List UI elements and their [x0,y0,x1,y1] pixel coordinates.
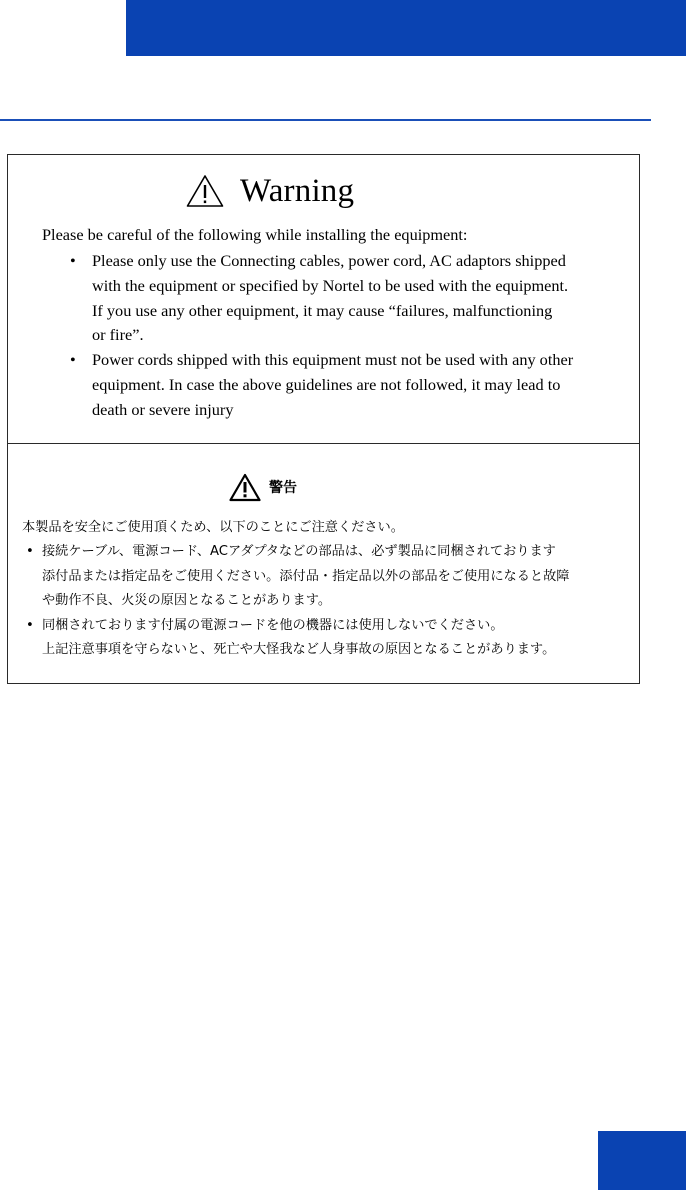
list-item-line: 同梱されております付属の電源コードを他の機器には使用しないでください。 [42,617,504,633]
list-item-line: death or severe injury [92,399,234,419]
list-item [8,249,573,348]
warning-notice-box [7,154,640,684]
list-item-line: Please only use the Connecting cables, power cord, AC adaptors shipped [92,251,566,270]
list-item [8,540,570,614]
header-banner [126,0,686,56]
list-item-line: with the equipment or specified by Nortel to be used with the equipment. [92,275,569,295]
list-item-line: or fire”. [92,325,144,345]
english-intro-text: Please be careful of the following while installing the equipment: [42,225,468,244]
english-warning-title: Warning [240,172,355,209]
japanese-warning-heading [229,472,297,502]
bullet-mark: • [26,617,34,633]
japanese-intro-text: 本製品を安全にご使用頂くため、以下のことにご注意ください。 [22,520,404,535]
bullet-mark: • [70,350,76,370]
warning-triangle-icon [186,174,224,208]
list-item-line: 接続ケーブル、電源コード、ACアダプタなどの部品は、必ず製品に同梱されております [42,544,556,559]
list-item-line: 上記注意事項を守らないと、死亡や大怪我など人身事故の原因となることがあります。 [42,642,556,657]
page-number-tab [598,1131,686,1190]
list-item-line: Power cords shipped with this equipment must not be used with any other [92,350,574,370]
list-item-line: 添付品または指定品をご使用ください。添付品・指定品以外の部品をご使用になると故障 [42,568,570,584]
list-item-line: equipment. In case the above guidelines are not followed, it may lead to [92,374,561,394]
english-warning-list [8,249,573,423]
warning-triangle-icon [229,473,261,502]
english-warning-section [8,155,639,444]
english-warning-heading [186,169,354,213]
list-item [8,348,573,422]
japanese-warning-section [8,444,639,683]
header-divider [0,119,651,121]
japanese-warning-list [8,540,570,663]
japanese-warning-title: 警告 [269,480,297,496]
list-item-line: や動作不良、火災の原因となることがあります。 [42,593,332,608]
bullet-mark: • [26,544,34,559]
bullet-mark: • [70,251,76,270]
list-item-line: If you use any other equipment, it may cause “failures, malfunctioning [92,300,553,320]
list-item [8,614,570,663]
